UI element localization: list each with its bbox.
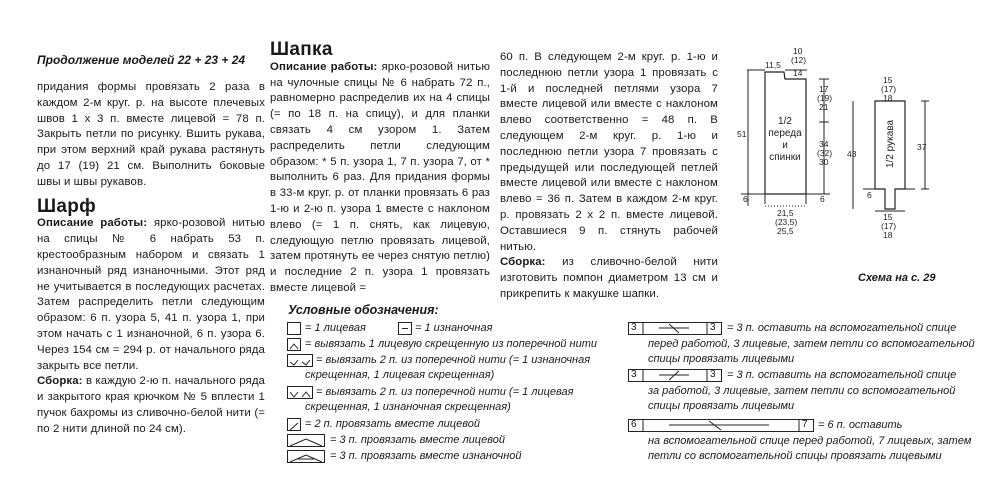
schema-bottom-num-1: 21,5 xyxy=(777,208,794,218)
schema-right-dim-1b: (19) xyxy=(817,93,833,103)
cable-back-text-1: = 3 п. оставить на вспомогательной спице xyxy=(727,369,957,381)
sleeve-label: 1/2 рукава xyxy=(885,119,896,169)
increase-knit-purl-symbol xyxy=(287,386,313,399)
schema-right-dim-2b: (32) xyxy=(817,148,833,158)
cable-front-text-1: = 3 п. оставить на вспомогательной спице xyxy=(727,322,957,334)
legend-item-9: = 3 п. провязать вместе лицевой xyxy=(330,434,505,446)
legend-item-3: = вывязать 1 лицевую скрещенную из поперечной нити xyxy=(305,338,597,350)
schema-bottom-num-2: (23,5) xyxy=(775,217,798,227)
purl-symbol xyxy=(398,322,412,335)
body-label-1: 1/2 xyxy=(778,116,792,127)
twisted-knit-symbol xyxy=(287,338,301,351)
legend-item-1: = 1 лицевая xyxy=(305,322,366,334)
increase-purl-knit-symbol xyxy=(287,354,313,367)
body-label-2: переда xyxy=(768,128,802,139)
legend-item-2: = 1 изнаночная xyxy=(415,322,493,334)
legend-title: Условные обозначения: xyxy=(288,303,439,317)
cable-back-text-2: за работой, 3 лицевые, затем петли со вспомогательной xyxy=(648,385,956,397)
column-1 xyxy=(37,80,265,438)
cable-wide-text-1: = 6 п. оставить xyxy=(818,419,903,431)
scarf-asm-label: Сборка: xyxy=(37,375,83,388)
schema-top-num-3: 14 xyxy=(793,68,803,78)
schema-top-num-1: 10 xyxy=(793,46,803,56)
body-label-3: и xyxy=(782,140,788,151)
hat-asm-text: из сливочно-белой нити изготовить помпон диаметром 13 см и прикрепить к макушке шапки. xyxy=(500,256,718,300)
section-header: Продолжение моделей 22 + 23 + 24 xyxy=(37,53,246,67)
k3tog-symbol xyxy=(287,434,325,447)
cable-back-text-3: спицы провязать лицевыми xyxy=(648,400,795,412)
sleeve-bottom-1: 15 xyxy=(883,212,893,222)
legend-item-6: = вывязать 2 п. из поперечной нити (= 1 лицевая xyxy=(316,386,574,398)
sleeve-top-1: 15 xyxy=(883,75,893,85)
hat-description xyxy=(270,60,490,297)
hat-title: Шапка xyxy=(270,39,333,60)
scarf-desc-label: Описание работы: xyxy=(37,217,148,230)
sleeve-bottom-2: (17) xyxy=(881,221,897,231)
scarf-assembly xyxy=(37,374,265,437)
schema-left-top: 11,5 xyxy=(765,60,781,70)
legend-item-7: скрещенная, 1 изнаночная скрещенная) xyxy=(305,401,511,413)
cable-front-right-num: 3 xyxy=(710,322,716,333)
schema-right-dim-2a: 34 xyxy=(819,139,829,149)
schema-left-6: 6 xyxy=(743,194,748,204)
scarf-desc-text: ярко-розовой нитью на спицы № 6 набрать 53 п. крестообразным набором и связать 1 изнаночный ряд изнаночными. Этот ряд не учитывается в последующих расчетах. Затем распределить петли следующим образом: 6 п. узора 5, 41 п. узора 1, при этом начать с 1 изнаночной, 6 п. узора 6. Через 154 см = 294 р. от начального ряда закрыть все петли. xyxy=(37,217,265,372)
body-label-4: спинки xyxy=(769,152,801,163)
cable-front-text-2: перед работой, 3 лицевые, затем петли со вспомогательной xyxy=(648,338,975,350)
sleeve-top-2: (17) xyxy=(881,84,897,94)
column-2 xyxy=(270,39,490,297)
p3tog-symbol xyxy=(287,450,325,463)
schema-right-dim-2c: 30 xyxy=(819,157,829,167)
schema-bottom-num-3: 25,5 xyxy=(777,226,794,236)
hat-asm-label: Сборка: xyxy=(500,256,546,269)
legend-item-4: = вывязать 2 п. из поперечной нити (= 1 изнаночная xyxy=(316,354,591,366)
sweater-finish-text: придания формы провязать 2 раза в каждом 2-м круг. р. на высоте плечевых швов 1 х 3 п. вместе лицевой = 78 п. Закрыть петли по рисунку. Вшить рукава, при этом верхний край рукава растянуть до 17 (19) 21 см. Выполнить боковые швы и швы рукавов. xyxy=(37,81,265,188)
sleeve-left-43: 43 xyxy=(847,149,857,159)
sleeve-top-3: 18 xyxy=(883,93,893,103)
hat-assembly xyxy=(500,255,718,302)
k2tog-symbol xyxy=(287,418,301,431)
sleeve-left-6: 6 xyxy=(867,190,872,200)
schema-top-num-2: (12) xyxy=(791,55,807,65)
cable-front-left-num: 3 xyxy=(631,322,637,333)
legend-item-10: = 3 п. провязать вместе изнаночной xyxy=(330,450,522,462)
cable-front-symbol xyxy=(628,322,722,335)
hat-desc-text: ярко-розовой нитью на чулочные спицы № 6 набрать 72 п., равномерно распределив их на 4 спицы (= по 18 п. на спицу), и для планки связать 4 см узором 1. Затем распределить петли следующим образом: * 5 п. узора 1, 7 п. узора 7, от * выполнить 6 раз. Для придания формы в 33-м круг. р. от планки провязать 6 раз 1-ю и 2-ю п. узора 1 вместе с наклоном влево (= 1 п. снять, как лицевую, следующую петлю провязать лицевой, затем протянуть ее через снятую петлю) и последние 2 п. узора 1 провязать вместе лицевой = xyxy=(270,60,490,294)
column-3 xyxy=(500,50,718,303)
cable-wide-left-num: 6 xyxy=(631,419,637,430)
cable-wide-right-num: 7 xyxy=(802,419,808,430)
scarf-title: Шарф xyxy=(37,195,97,217)
schema-left-51: 51 xyxy=(737,129,747,139)
legend-item-8: = 2 п. провязать вместе лицевой xyxy=(305,418,480,430)
scarf-asm-text: в каждую 2-ю п. начального ряда и закрытого края крючком № 5 вплести 1 пучок бахромы из сливочно-белой нити (= по 2 нити длиной по 24 см). xyxy=(37,375,265,435)
sleeve-right-37: 37 xyxy=(917,142,927,152)
schema-right-6: 6 xyxy=(820,194,825,204)
schema-right-dim-1c: 21 xyxy=(819,102,829,112)
cable-wide-symbol xyxy=(628,419,814,432)
schema-reference: Схема на с. 29 xyxy=(858,272,936,284)
cable-back-left-num: 3 xyxy=(631,369,637,380)
scarf-description xyxy=(37,216,265,374)
schema-right-dim-1a: 17 xyxy=(819,84,829,94)
schema-diagram xyxy=(735,44,975,254)
cable-back-right-num: 3 xyxy=(710,369,716,380)
cable-wide-text-2: на вспомогательной спице перед работой, 7 лицевых, затем xyxy=(648,435,972,447)
sleeve-bottom-3: 18 xyxy=(883,230,893,240)
hat-desc-label: Описание работы: xyxy=(270,60,378,73)
legend-item-5: скрещенная, 1 лицевая скрещенная) xyxy=(305,369,495,381)
cable-back-symbol xyxy=(628,369,722,382)
cable-wide-text-3: петли со вспомогательной спицы провязать лицевыми xyxy=(648,450,942,462)
hat-continued: 60 п. В следующем 2-м круг. р. 1-ю и последнюю петли узора 1 провязать с 1-й и последней петлями узора 7 вместе лицевой или вместе с наклоном влево соответственно = 48 п. В следующем 2-м круг. р. 1-ю и последнюю петли узора 7 провязать с предыдущей или последующей петлей вместе лицевой или вместе с наклоном влево = 36 п. Затем в каждом 2-м круг. р. провязать 2 х 2 п. вместе лицевой. Оставшиеся 9 п. стянуть рабочей нитью. xyxy=(500,51,718,253)
knit-symbol xyxy=(287,322,301,335)
cable-front-text-3: спицы провязать лицевыми xyxy=(648,353,795,365)
